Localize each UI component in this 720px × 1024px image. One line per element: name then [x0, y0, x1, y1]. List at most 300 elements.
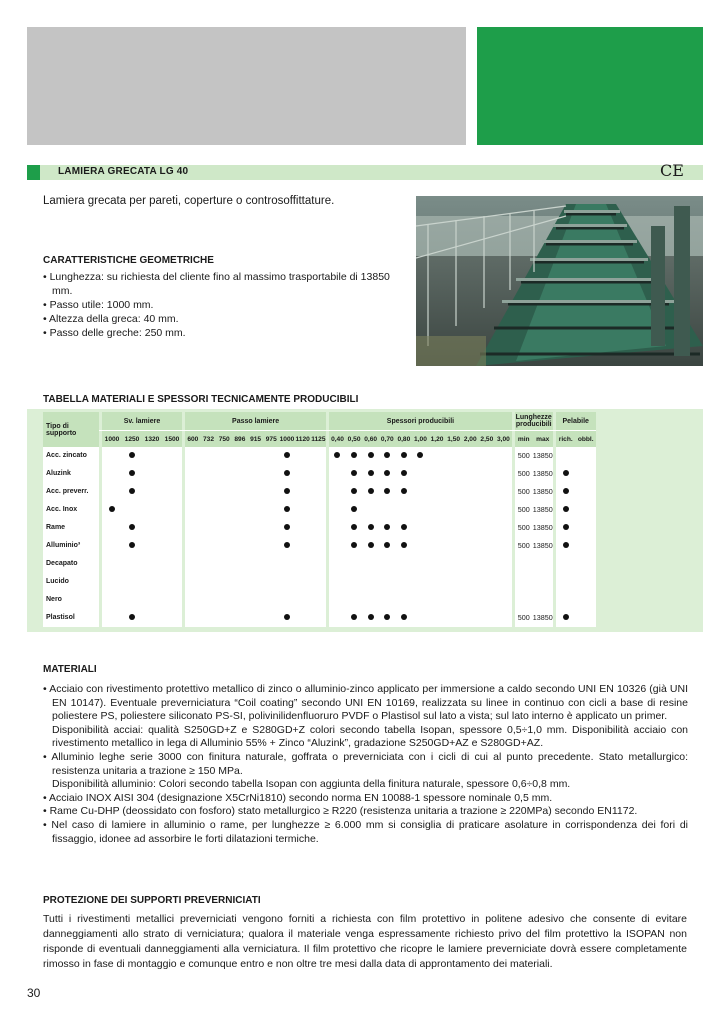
cell-spessore — [379, 537, 396, 555]
cell-spessore — [346, 573, 363, 591]
cell-spessore — [329, 519, 346, 537]
header-gray-block — [27, 27, 466, 145]
availability-dot — [368, 452, 374, 458]
row-label: Acc. preverr. — [43, 483, 99, 501]
cell-passo — [263, 483, 279, 501]
cell-sv — [142, 501, 162, 519]
cell-max — [533, 591, 553, 609]
cell-spessore — [495, 465, 512, 483]
cell-passo — [248, 555, 264, 573]
cell-sv — [102, 501, 122, 519]
cell-spessore — [445, 519, 462, 537]
cell-sv — [162, 555, 182, 573]
table-row — [43, 447, 596, 465]
cell-spessore — [445, 591, 462, 609]
cell-spessore — [379, 555, 396, 573]
subheader-sv: 1500 — [162, 431, 182, 448]
materials-list — [43, 683, 688, 846]
cell-sv — [102, 591, 122, 609]
table-heading: TABELLA MATERIALI E SPESSORI TECNICAMENTE PRODUCIBILI — [43, 394, 359, 405]
cell-pelabile — [576, 537, 596, 555]
list-item: • Lunghezza: su richiesta del cliente fino al massimo trasportabile di 13850 mm. — [43, 271, 390, 297]
cell-spessore — [462, 591, 479, 609]
cell-spessore — [396, 573, 413, 591]
cell-passo — [185, 573, 201, 591]
list-item: • Altezza della greca: 40 mm. — [43, 313, 179, 325]
cell-spessore — [445, 573, 462, 591]
row-label: Acc. zincato — [43, 447, 99, 465]
cell-passo — [295, 447, 311, 465]
cell-passo — [232, 591, 248, 609]
cell-spessore — [412, 573, 429, 591]
cell-spessore — [495, 591, 512, 609]
cell-spessore — [379, 465, 396, 483]
cell-spessore — [412, 465, 429, 483]
protection-heading: PROTEZIONE DEI SUPPORTI PREVERNICIATI — [43, 895, 261, 906]
cell-passo — [216, 447, 232, 465]
cell-spessore — [379, 609, 396, 627]
subheader-passo: 1125 — [311, 431, 327, 448]
cell-passo — [279, 555, 295, 573]
availability-dot — [129, 488, 135, 494]
cell-passo — [185, 447, 201, 465]
availability-dot — [109, 506, 115, 512]
cell-spessore — [479, 555, 496, 573]
cell-passo — [201, 555, 217, 573]
availability-dot — [563, 542, 569, 548]
cell-passo — [248, 501, 264, 519]
cell-passo — [232, 519, 248, 537]
cell-spessore — [462, 609, 479, 627]
cell-passo — [279, 591, 295, 609]
row-label: Acc. Inox — [43, 501, 99, 519]
cell-spessore — [329, 501, 346, 519]
cell-sv — [102, 609, 122, 627]
cell-spessore — [412, 519, 429, 537]
title-marker-square — [27, 165, 40, 180]
cell-pelabile — [556, 591, 576, 609]
materials-table — [43, 412, 596, 627]
cell-spessore — [379, 519, 396, 537]
cell-pelabile — [556, 501, 576, 519]
cell-min: 500 — [515, 519, 533, 537]
cell-passo — [279, 537, 295, 555]
cell-spessore — [495, 483, 512, 501]
cell-spessore — [479, 519, 496, 537]
cell-spessore — [412, 609, 429, 627]
cell-spessore — [495, 555, 512, 573]
cell-passo — [201, 519, 217, 537]
column-header-spessori: Spessori producibili — [329, 412, 512, 431]
cell-passo — [263, 591, 279, 609]
cell-passo — [248, 609, 264, 627]
cell-pelabile — [576, 447, 596, 465]
availability-dot — [284, 470, 290, 476]
cell-spessore — [379, 573, 396, 591]
availability-dot — [284, 542, 290, 548]
availability-dot — [284, 614, 290, 620]
table-row — [43, 483, 596, 501]
availability-dot — [563, 524, 569, 530]
subheader-passo: 750 — [216, 431, 232, 448]
cell-passo — [232, 465, 248, 483]
availability-dot — [351, 488, 357, 494]
cell-spessore — [462, 447, 479, 465]
subheader-spessore: 1,00 — [412, 431, 429, 448]
list-item — [43, 683, 688, 751]
availability-dot — [351, 470, 357, 476]
cell-spessore — [429, 573, 446, 591]
cell-pelabile — [556, 465, 576, 483]
cell-passo — [201, 465, 217, 483]
cell-passo — [311, 537, 327, 555]
cell-passo — [201, 501, 217, 519]
cell-passo — [248, 483, 264, 501]
cell-passo — [279, 483, 295, 501]
cell-sv — [102, 483, 122, 501]
table-row — [43, 519, 596, 537]
cell-passo — [263, 465, 279, 483]
cell-sv — [162, 537, 182, 555]
cell-passo — [295, 609, 311, 627]
cell-spessore — [445, 447, 462, 465]
cell-sv — [122, 537, 142, 555]
cell-sv — [122, 483, 142, 501]
header-green-block — [477, 27, 703, 145]
cell-pelabile — [556, 483, 576, 501]
subheader-passo: 732 — [201, 431, 217, 448]
cell-sv — [142, 555, 162, 573]
availability-dot — [384, 614, 390, 620]
subheader-spessore: 2,50 — [479, 431, 496, 448]
availability-dot — [368, 614, 374, 620]
row-label: Lucido — [43, 573, 99, 591]
row-label: Plastisol — [43, 609, 99, 627]
cell-spessore — [346, 609, 363, 627]
cell-spessore — [379, 501, 396, 519]
cell-max: 13850 — [533, 537, 553, 555]
cell-passo — [216, 519, 232, 537]
subheader-spessore: 2,00 — [462, 431, 479, 448]
cell-spessore — [479, 483, 496, 501]
cell-max: 13850 — [533, 609, 553, 627]
cell-passo — [232, 609, 248, 627]
cell-spessore — [329, 591, 346, 609]
production-line-photo — [416, 196, 703, 366]
list-item: • Passo utile: 1000 mm. — [43, 299, 154, 311]
cell-min — [515, 555, 533, 573]
availability-dot — [129, 452, 135, 458]
cell-passo — [185, 483, 201, 501]
cell-passo — [279, 609, 295, 627]
cell-max: 13850 — [533, 501, 553, 519]
subheader-passo: 1120 — [295, 431, 311, 448]
cell-sv — [122, 555, 142, 573]
cell-spessore — [479, 591, 496, 609]
cell-passo — [185, 537, 201, 555]
availability-dot — [368, 488, 374, 494]
subheader-sv: 1320 — [142, 431, 162, 448]
cell-spessore — [379, 591, 396, 609]
cell-sv — [122, 465, 142, 483]
availability-dot — [384, 524, 390, 530]
list-item-note: Disponibilità acciai: qualità S250GD+Z e S280GD+Z colori secondo tabella Isopan, spessore 0,5÷1,0 mm. Disponibilità acciaio con rivestimento metallico in lega di Alluminio 55% + Zinco “Aluzink”, gradazione S250GD+AZ e S280GD+AZ. — [52, 723, 688, 750]
product-title: LAMIERA GRECATA LG 40 — [58, 166, 189, 177]
cell-passo — [279, 501, 295, 519]
availability-dot — [334, 452, 340, 458]
table-row — [43, 537, 596, 555]
cell-spessore — [362, 501, 379, 519]
cell-spessore — [479, 501, 496, 519]
cell-spessore — [429, 609, 446, 627]
cell-sv — [102, 573, 122, 591]
cell-max — [533, 555, 553, 573]
cell-sv — [162, 483, 182, 501]
cell-passo — [185, 519, 201, 537]
cell-passo — [311, 447, 327, 465]
list-item-note: Disponibilità alluminio: Colori secondo tabella Isopan con aggiunta della finitura naturale, spessore 0,6÷0,8 mm. — [52, 778, 571, 791]
availability-dot — [401, 542, 407, 548]
cell-passo — [311, 555, 327, 573]
availability-dot — [284, 524, 290, 530]
cell-passo — [232, 555, 248, 573]
cell-passo — [263, 447, 279, 465]
cell-sv — [102, 537, 122, 555]
cell-sv — [162, 519, 182, 537]
cell-passo — [201, 573, 217, 591]
cell-min: 500 — [515, 447, 533, 465]
availability-dot — [129, 470, 135, 476]
availability-dot — [384, 542, 390, 548]
cell-passo — [232, 537, 248, 555]
cell-sv — [142, 465, 162, 483]
availability-dot — [401, 614, 407, 620]
list-item: • Passo delle greche: 250 mm. — [43, 327, 186, 339]
column-header-lunghezze: Lunghezze producibili — [515, 412, 553, 431]
table-body — [43, 447, 596, 627]
protection-paragraph: Tutti i rivestimenti metallici preverniciati vengono forniti a richiesta con film protettivo in politene adesivo che consente di evitare danneggiamenti allo strato di verniciatura; qualora il materiale venga espressamente richiesto privo del film protettivo la ISOPAN non risponde di eventuali danneggiamenti alla verniciatura. Il film protettivo che ricopre le lamiere preverniciate dovrà essere completamente rimosso in fase di montaggio e comunque entro e non oltre tre mesi dalla data di approntamento dei materiali. — [43, 913, 687, 970]
cell-pelabile — [556, 609, 576, 627]
availability-dot — [384, 488, 390, 494]
cell-passo — [185, 555, 201, 573]
cell-spessore — [362, 465, 379, 483]
list-item-text: • Acciaio con rivestimento protettivo metallico di zinco o alluminio-zinco applicato per immersione a caldo secondo UNI EN 10326 (già UNI EN 10147). Eventuale preverniciatura “Coil coating” secondo UNI EN 10169, realizzata su linee in continuo con cicli a base di resine poliestere PS, poliestere siliconato PS-SI, polivinilidenfluoruro PVDF o Plastisol sul lato a vista; sul lato interno è applicato un primer. — [43, 683, 688, 723]
availability-dot — [401, 470, 407, 476]
cell-passo — [295, 519, 311, 537]
cell-spessore — [329, 609, 346, 627]
cell-spessore — [479, 609, 496, 627]
cell-min — [515, 573, 533, 591]
geometry-heading: CARATTERISTICHE GEOMETRICHE — [43, 255, 214, 266]
cell-spessore — [429, 501, 446, 519]
cell-max: 13850 — [533, 483, 553, 501]
cell-passo — [201, 447, 217, 465]
list-item: • Rame Cu-DHP (deossidato con fosforo) stato metallurgico ≥ R220 (resistenza unitaria a trazione ≥ 220MPa) secondo EN1172. — [43, 805, 638, 818]
cell-passo — [185, 501, 201, 519]
geometry-list — [43, 270, 403, 340]
cell-spessore — [445, 537, 462, 555]
availability-dot — [351, 524, 357, 530]
intro-text: Lamiera grecata per pareti, coperture o controsoffittature. — [43, 195, 335, 207]
subheader-pelabile: obbl. — [576, 431, 596, 448]
cell-passo — [311, 609, 327, 627]
cell-spessore — [479, 447, 496, 465]
cell-spessore — [495, 501, 512, 519]
cell-passo — [248, 465, 264, 483]
cell-passo — [201, 609, 217, 627]
page-number: 30 — [27, 986, 41, 1000]
cell-pelabile — [576, 591, 596, 609]
cell-passo — [311, 591, 327, 609]
cell-spessore — [429, 519, 446, 537]
availability-dot — [284, 506, 290, 512]
cell-spessore — [362, 591, 379, 609]
cell-spessore — [396, 609, 413, 627]
cell-passo — [295, 591, 311, 609]
cell-pelabile — [556, 555, 576, 573]
cell-spessore — [362, 537, 379, 555]
cell-sv — [122, 573, 142, 591]
cell-passo — [216, 501, 232, 519]
row-label: Decapato — [43, 555, 99, 573]
cell-passo — [216, 609, 232, 627]
cell-spessore — [495, 537, 512, 555]
subheader-row — [43, 431, 596, 448]
subheader-spessore: 0,50 — [346, 431, 363, 448]
cell-spessore — [495, 573, 512, 591]
cell-passo — [295, 501, 311, 519]
cell-spessore — [445, 501, 462, 519]
cell-passo — [216, 465, 232, 483]
cell-passo — [295, 465, 311, 483]
cell-sv — [122, 519, 142, 537]
cell-passo — [263, 519, 279, 537]
cell-passo — [248, 591, 264, 609]
cell-pelabile — [556, 537, 576, 555]
ce-mark-icon: CE — [660, 161, 684, 180]
cell-spessore — [429, 555, 446, 573]
list-item: • Nel caso di lamiere in alluminio o rame, per lunghezze ≥ 6.000 mm si consiglia di praticare asolature in corrispondenza dei fori di fissaggio, idonee ad assorbire le forti dilatazioni termiche. — [43, 818, 688, 845]
cell-passo — [216, 591, 232, 609]
cell-sv — [162, 609, 182, 627]
availability-dot — [129, 614, 135, 620]
cell-sv — [142, 447, 162, 465]
column-header-pelabile: Pelabile — [556, 412, 596, 431]
cell-spessore — [396, 537, 413, 555]
cell-sv — [142, 609, 162, 627]
cell-passo — [279, 465, 295, 483]
subheader-spessore: 0,80 — [396, 431, 413, 448]
table-row — [43, 591, 596, 609]
cell-spessore — [329, 537, 346, 555]
subheader-sv: 1250 — [122, 431, 142, 448]
subheader-sv: 1000 — [102, 431, 122, 448]
cell-passo — [232, 483, 248, 501]
cell-passo — [216, 573, 232, 591]
availability-dot — [368, 524, 374, 530]
cell-spessore — [462, 465, 479, 483]
cell-spessore — [412, 555, 429, 573]
availability-dot — [563, 470, 569, 476]
cell-spessore — [429, 591, 446, 609]
subheader-spessore: 1,20 — [429, 431, 446, 448]
availability-dot — [284, 452, 290, 458]
row-label: Alluminio³ — [43, 537, 99, 555]
cell-sv — [162, 465, 182, 483]
availability-dot — [563, 488, 569, 494]
cell-spessore — [412, 501, 429, 519]
cell-pelabile — [576, 483, 596, 501]
subheader-passo: 975 — [263, 431, 279, 448]
cell-passo — [248, 519, 264, 537]
materials-heading: MATERIALI — [43, 664, 97, 675]
cell-sv — [102, 555, 122, 573]
cell-passo — [311, 465, 327, 483]
table-row — [43, 609, 596, 627]
availability-dot — [563, 506, 569, 512]
cell-passo — [263, 537, 279, 555]
cell-passo — [279, 519, 295, 537]
cell-passo — [311, 483, 327, 501]
cell-sv — [162, 591, 182, 609]
cell-spessore — [445, 465, 462, 483]
cell-spessore — [396, 447, 413, 465]
cell-spessore — [329, 573, 346, 591]
table-row — [43, 555, 596, 573]
cell-spessore — [412, 483, 429, 501]
cell-passo — [279, 573, 295, 591]
cell-min: 500 — [515, 537, 533, 555]
cell-spessore — [362, 609, 379, 627]
cell-spessore — [495, 519, 512, 537]
cell-max: 13850 — [533, 465, 553, 483]
list-item-text: • Alluminio leghe serie 3000 con finitura naturale, goffrata o preverniciata con i cicli di cui al punto precedente. Stato metallurgico: resistenza unitaria a trazione ≥ 150 MPa. — [43, 750, 688, 777]
cell-passo — [201, 483, 217, 501]
row-label: Rame — [43, 519, 99, 537]
cell-spessore — [362, 573, 379, 591]
cell-passo — [263, 609, 279, 627]
cell-spessore — [429, 537, 446, 555]
cell-sv — [142, 591, 162, 609]
cell-sv — [102, 519, 122, 537]
cell-pelabile — [576, 573, 596, 591]
subheader-passo: 600 — [185, 431, 201, 448]
availability-dot — [351, 542, 357, 548]
cell-pelabile — [556, 519, 576, 537]
cell-passo — [263, 501, 279, 519]
availability-dot — [129, 524, 135, 530]
cell-sv — [142, 519, 162, 537]
cell-passo — [279, 447, 295, 465]
cell-passo — [185, 465, 201, 483]
cell-passo — [232, 573, 248, 591]
cell-passo — [248, 573, 264, 591]
cell-min: 500 — [515, 609, 533, 627]
row-label: Aluzink — [43, 465, 99, 483]
subheader-spessore: 0,60 — [362, 431, 379, 448]
cell-passo — [216, 537, 232, 555]
cell-spessore — [346, 555, 363, 573]
cell-spessore — [396, 501, 413, 519]
table-row — [43, 501, 596, 519]
cell-sv — [142, 537, 162, 555]
cell-spessore — [429, 483, 446, 501]
cell-spessore — [346, 519, 363, 537]
cell-passo — [295, 573, 311, 591]
subheader-spessore: 1,50 — [445, 431, 462, 448]
cell-spessore — [329, 555, 346, 573]
cell-spessore — [396, 555, 413, 573]
